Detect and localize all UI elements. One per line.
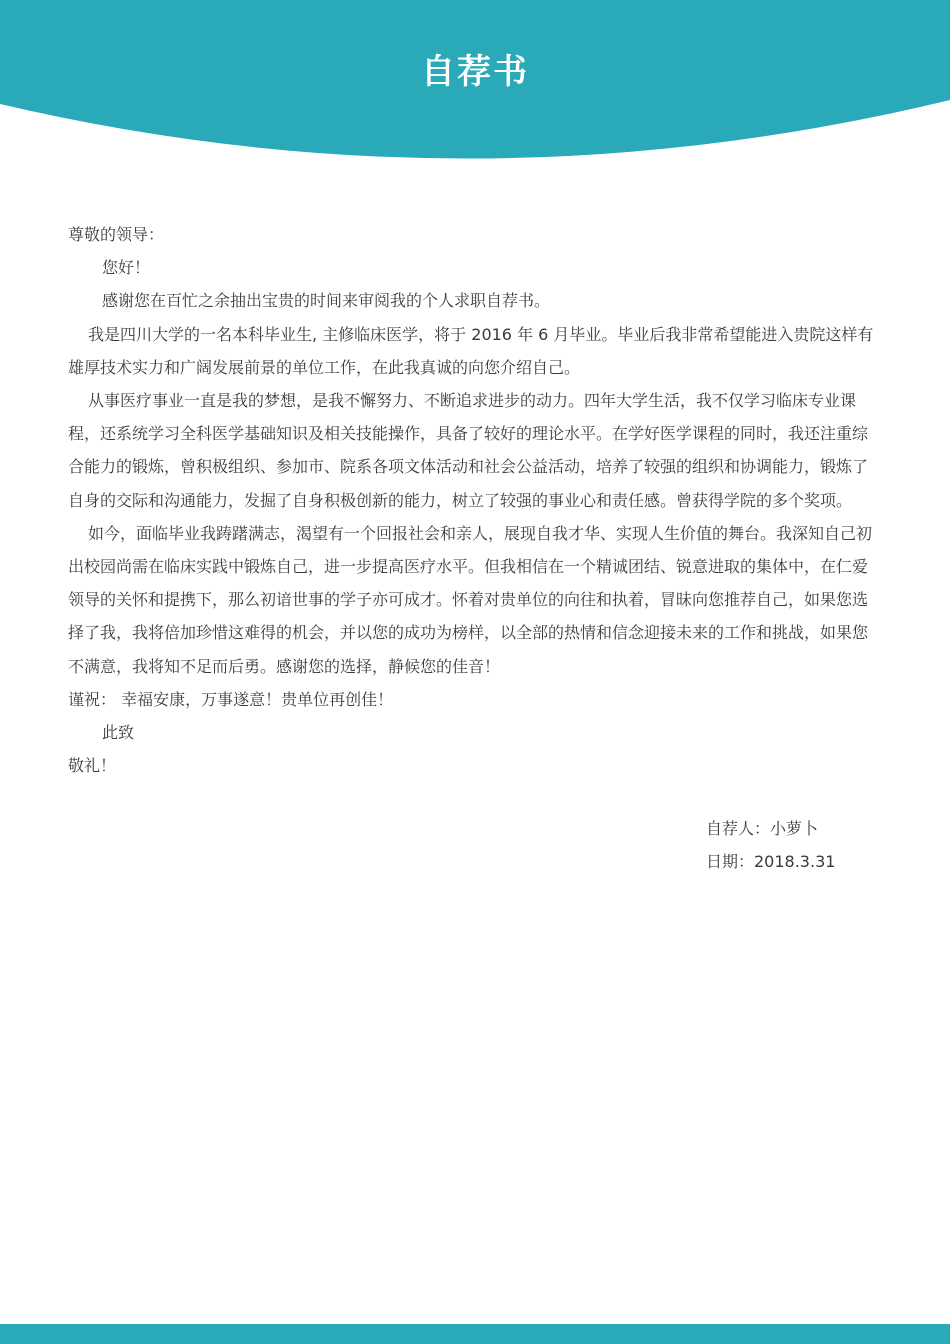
- paragraph-3: 从事医疗事业一直是我的梦想，是我不懈努力、不断追求进步的动力。四年大学生活，我不仅学习临床专业课程，还系统学习全科医学基础知识及相关技能操作，具备了较好的理论水平。在学好医学课程的同时，我还注重综合能力的锻炼，曾积极组织、参加市、院系各项文体活动和社会公益活动，培养了较强的组织和协调能力，锻炼了自身的交际和沟通能力，发掘了自身积极创新的能力，树立了较强的事业心和责任感。曾获得学院的多个奖项。: [68, 391, 869, 510]
- letter-body: [68, 218, 883, 782]
- page-title: 自荐书: [421, 52, 529, 92]
- footer-bar: [0, 1324, 950, 1344]
- closing-line-2: 敬礼！: [68, 756, 117, 776]
- salutation: 尊敬的领导：: [68, 225, 165, 244]
- paragraph-4: 如今，面临毕业我踌躇满志，渴望有一个回报社会和亲人，展现自我才华、实现人生价值的舞台。我深知自己初出校园尚需在临床实践中锻炼自己，进一步提高医疗水平。但我相信在一个精诚团结、锐意进取的集体中，在仁爱领导的关怀和提携下，那么初谙世事的学子亦可成才。怀着对贵单位的向往和执着，冒昧向您推荐自己，如果您选择了我，我将倍加珍惜这难得的机会，并以您的成功为榜样，以全部的热情和信念迎接未来的工作和挑战，如果您不满意，我将知不足而后勇。感谢您的选择，静候您的佳音！: [68, 523, 873, 676]
- author-line: 自荐人：小萝卜: [706, 819, 819, 838]
- closing-line-1: 此致: [102, 723, 135, 743]
- wishes-line: 谨祝： 幸福安康，万事遂意！贵单位再创佳！: [68, 689, 394, 709]
- paragraph-1: 感谢您在百忙之余抽出宝贵的时间来审阅我的个人求职自荐书。: [102, 291, 551, 311]
- paragraph-2: 我是四川大学的一名本科毕业生, 主修临床医学，将于 2016 年 6 月毕业。毕业后我非常希望能进入贵院这样有雄厚技术实力和广阔发展前景的单位工作，在此我真诚的向您介绍自己。: [68, 324, 874, 377]
- date-line: 日期：2018.3.31: [706, 852, 836, 872]
- signature-block: [706, 812, 835, 878]
- greeting: 您好！: [102, 258, 151, 278]
